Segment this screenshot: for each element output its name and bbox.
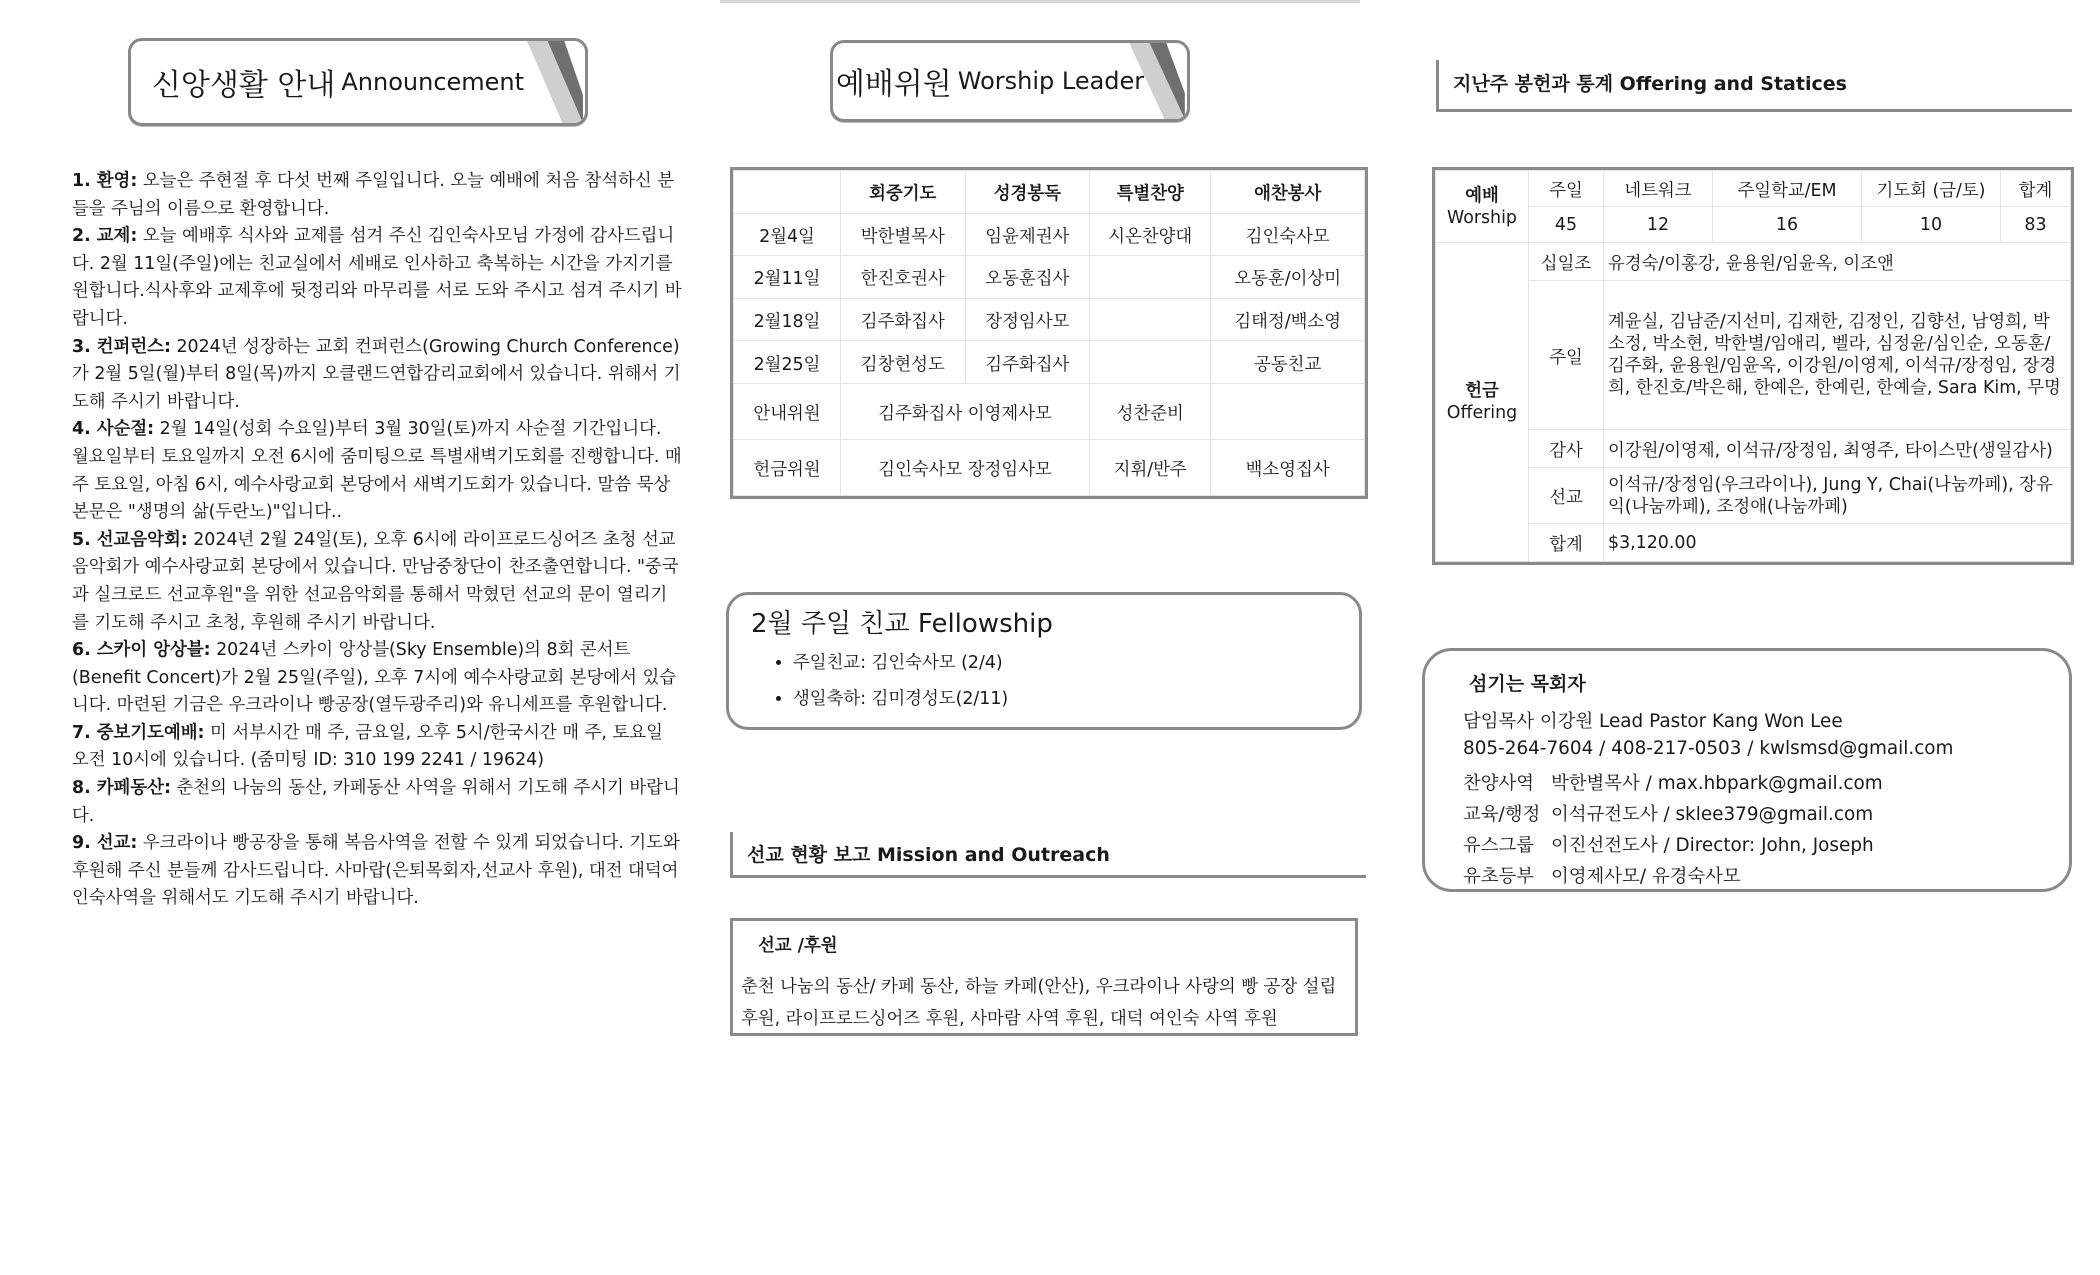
worship-label-ko: 예배 (1465, 185, 1499, 206)
announcement-heading (128, 38, 588, 126)
announcement-item-text: 2월 14일(성회 수요일)부터 3월 30일(토)까지 사순절 기간입니다. 월요일부터 토요일까지 오전 6시에 줌미팅으로 특별새벽기도회를 진행합니다. 매주 토요일, 아침 6시, 예수사랑교회 본당에서 새벽기도회가 있습니다. 말씀 묵상 본문은 "생명의 삶(두란노)"입니다.. (72, 419, 682, 523)
worship-label-cell (1436, 171, 1529, 243)
table-cell (1090, 256, 1211, 299)
table-header: 성경봉독 (965, 171, 1090, 214)
table-header-row (734, 171, 1365, 214)
table-row (1436, 171, 2071, 207)
top-divider (720, 0, 1360, 3)
table-header-blank (734, 171, 841, 214)
table-cell: 임윤제권사 (965, 213, 1090, 256)
announcement-item-label: 7. 중보기도예배: (72, 722, 205, 743)
table-cell: 45 (1529, 207, 1604, 243)
table-cell: 백소영집사 (1211, 440, 1365, 496)
pastors-contact: 805-264-7604 / 408-217-0503 / kwlsmsd@gmail.com (1463, 738, 1954, 759)
table-cell: 이석규/장정임(우크라이나), Jung Y, Chai(나눔까페), 장유익(나눔까페), 조정애(나눔까페) (1604, 468, 2071, 524)
table-cell: 12 (1604, 207, 1713, 243)
table-cell: 김태정/백소영 (1211, 298, 1365, 341)
announcement-item-text: 우크라이나 빵공장을 통해 복음사역을 전할 수 있게 되었습니다. 기도와 후원해 주신 분들께 감사드립니다. 사마랍(은퇴목회자,선교사 후원), 대전 대덕여인숙사역을 위해서도 기도해 주시기 바랍니다. (72, 833, 680, 909)
table-header: 합계 (2001, 171, 2071, 207)
table-cell: 시온찬양대 (1090, 213, 1211, 256)
table-cell: $3,120.00 (1604, 524, 2071, 562)
mission-box-title: 선교 /후원 (758, 936, 838, 956)
announcement-item-label: 5. 선교음악회: (72, 529, 188, 550)
pastor-detail: 이석규전도사 / sklee379@gmail.com (1551, 804, 1874, 825)
worship-label-en: Worship (1447, 207, 1517, 228)
pastor-role: 유초등부 (1463, 866, 1535, 887)
announcement-item-label: 1. 환영: (72, 171, 138, 191)
list-item: • 주일친교: 김인숙사모 (2/4) (793, 645, 1008, 681)
table-cell: 지휘/반주 (1090, 440, 1211, 496)
pastor-detail: 박한별목사 / max.hbpark@gmail.com (1551, 773, 1883, 794)
pastors-lead: 담임목사 이강원 Lead Pastor Kang Won Lee (1463, 711, 1843, 732)
announcement-item (72, 334, 682, 417)
mission-box (730, 918, 1358, 1036)
table-row (734, 213, 1365, 256)
pastor-role: 유스그룹 (1463, 835, 1535, 856)
table-cell (1090, 341, 1211, 384)
pastor-row (1463, 800, 1873, 826)
table-cell (1090, 298, 1211, 341)
row-label: 2월11일 (734, 256, 841, 299)
table-cell: 김인숙사모 (1211, 213, 1365, 256)
row-label: 주일 (1529, 281, 1604, 430)
table-row (734, 298, 1365, 341)
giving-label-ko: 헌금 (1465, 381, 1499, 401)
table-cell: 16 (1713, 207, 1862, 243)
announcement-item-text: 춘천의 나눔의 동산, 카페동산 사역을 위해서 기도해 주시기 바랍니다. (72, 778, 680, 826)
table-row (1436, 207, 2071, 243)
table-cell: 김인숙사모 장정임사모 (841, 440, 1090, 496)
page-fold-icon (525, 41, 585, 123)
announcement-item (72, 720, 682, 775)
announcement-item (72, 830, 682, 913)
announcement-item-text: 오늘 예배후 식사와 교제를 섬겨 주신 김인숙사모님 가정에 감사드립니다. 2월 11일(주일)에는 친교실에서 세배로 인사하고 축복하는 시간을 가지기를 원합니다.식사후와 교제후에 뒷정리와 마무리를 서로 도와 주시고 섬겨 주시기 바랍니다. (72, 226, 682, 329)
fellowship-box (726, 592, 1362, 730)
announcement-item-text: 오늘은 주현절 후 다섯 번째 주일입니다. 오늘 예배에 처음 참석하신 분들을 주님의 이름으로 환영합니다. (72, 171, 675, 219)
table-cell (1211, 384, 1365, 440)
table-row (734, 384, 1365, 440)
table-header: 주일 (1529, 171, 1604, 207)
table-cell: 계윤실, 김남준/지선미, 김재한, 김정인, 김향선, 남영희, 박소정, 박소현, 박한별/임애리, 벨라, 심정윤/심인순, 오동훈/김주화, 윤용원/임윤옥, 이강원/이영제, 이석규/장정임, 장경희, 한진호/박은해, 한예은, 한예린, 한예슬, Sara Kim, 무명 (1604, 281, 2071, 430)
giving-label-en: Offering (1446, 403, 1518, 423)
table-cell: 공동친교 (1211, 341, 1365, 384)
row-label: 안내위원 (734, 384, 841, 440)
announcement-item-label: 3. 컨퍼런스: (72, 336, 171, 357)
giving-label-cell (1436, 243, 1529, 562)
table-row (1436, 430, 2071, 468)
announcement-item (72, 527, 682, 637)
table-header: 애찬봉사 (1211, 171, 1365, 214)
list-item: • 생일축하: 김미경성도(2/11) (793, 681, 1008, 717)
announcement-item-label: 2. 교제: (72, 226, 138, 247)
table-cell: 박한별목사 (841, 213, 966, 256)
pastors-box (1422, 648, 2072, 892)
table-cell: 한진호권사 (841, 256, 966, 299)
table-cell: 오동훈집사 (965, 256, 1090, 299)
table-cell: 김주화집사 (965, 341, 1090, 384)
table-cell: 김주화집사 이영제사모 (841, 384, 1090, 440)
row-label: 십일조 (1529, 243, 1604, 281)
worship-title-ko: 예배위원 (835, 67, 952, 102)
offering-section-title: 지난주 봉헌과 통계 Offering and Statices (1436, 60, 2072, 112)
table-cell: 83 (2001, 207, 2071, 243)
announcement-item-text: 2024년 2월 24일(토), 오후 6시에 라이프로드싱어즈 초청 선교음악회가 예수사랑교회 본당에서 있습니다. 만남중창단이 찬조출연합니다. "중국과 실크로드 선교후원"을 위한 선교음악회를 통해서 막혔던 선교의 문이 열리기를 기도해 주시고 초청, 후원해 주시기 바랍니다. (72, 529, 679, 633)
row-label: 2월18일 (734, 298, 841, 341)
table-row (734, 341, 1365, 384)
announcement-item (72, 775, 682, 830)
table-cell: 김주화집사 (841, 298, 966, 341)
row-label: 감사 (1529, 430, 1604, 468)
table-header: 특별찬양 (1090, 171, 1211, 214)
worship-heading (830, 40, 1190, 122)
page-fold-icon (1127, 43, 1187, 119)
table-row (734, 256, 1365, 299)
worship-table (730, 167, 1368, 499)
mission-box-body: 춘천 나눔의 동산/ 카페 동산, 하늘 카페(안산), 우크라이나 사랑의 빵 공장 설립 후원, 라이프로드싱어즈 후원, 사마람 사역 후원, 대덕 여인숙 사역 후원 (741, 977, 1337, 1029)
announcement-item-text: 2024년 성장하는 교회 컨퍼런스(Growing Church Conference)가 2월 5일(월)부터 8일(목)까지 오클랜드연합감리교회에서 있습니다. 위해서 기도해 주시기 바랍니다. (72, 336, 681, 412)
table-row (1436, 468, 2071, 524)
table-cell: 이강원/이영제, 이석규/장정임, 최영주, 타이스만(생일감사) (1604, 430, 2071, 468)
announcement-item-label: 8. 카페동산: (72, 778, 171, 799)
announcement-title-en: Announcement (341, 68, 525, 96)
pastor-row (1463, 862, 1741, 888)
pastor-detail: 이영제사모/ 유경숙사모 (1551, 866, 1741, 887)
table-header: 주일학교/EM (1713, 171, 1862, 207)
row-label: 합계 (1529, 524, 1604, 562)
announcement-list (72, 168, 682, 913)
pastor-role: 교육/행정 (1463, 804, 1541, 825)
pastor-detail: 이진선전도사 / Director: John, Joseph (1551, 835, 1874, 856)
announcement-item (72, 223, 682, 333)
table-cell: 유경숙/이홍강, 윤용원/임윤옥, 이조앤 (1604, 243, 2071, 281)
pastor-row (1463, 769, 1883, 795)
table-row (1436, 524, 2071, 562)
table-cell: 김창현성도 (841, 341, 966, 384)
announcement-item (72, 416, 682, 526)
table-row (1436, 243, 2071, 281)
table-header: 네트워크 (1604, 171, 1713, 207)
fellowship-title: 2월 주일 친교 Fellowship (751, 609, 1053, 639)
table-header: 회중기도 (841, 171, 966, 214)
table-header: 기도회 (금/토) (1862, 171, 2001, 207)
table-cell: 성찬준비 (1090, 384, 1211, 440)
offering-table (1432, 167, 2074, 565)
announcement-item-text: 2024년 스카이 앙상블(Sky Ensemble)의 8회 콘서트(Benefit Concert)가 2월 25일(주일), 오후 7시에 예수사랑교회 본당에서 있습니다. 마련된 기금은 우크라이나 빵공장(열두광주리)와 유니세프를 후원합니다. (72, 640, 677, 716)
announcement-item-label: 6. 스카이 앙상블: (72, 640, 211, 661)
table-row (1436, 281, 2071, 430)
announcement-title-ko: 신앙생활 안내 (151, 68, 336, 103)
table-cell: 장정임사모 (965, 298, 1090, 341)
announcement-item-label: 4. 사순절: (72, 419, 155, 440)
announcement-item-label: 9. 선교: (72, 833, 138, 854)
mission-section-title: 선교 현황 보고 Mission and Outreach (730, 832, 1366, 878)
table-cell: 10 (1862, 207, 2001, 243)
pastor-row (1463, 831, 1874, 857)
row-label: 2월4일 (734, 213, 841, 256)
table-row (734, 440, 1365, 496)
announcement-item (72, 637, 682, 720)
fellowship-list (773, 645, 1008, 717)
row-label: 헌금위원 (734, 440, 841, 496)
row-label: 선교 (1529, 468, 1604, 524)
row-label: 2월25일 (734, 341, 841, 384)
pastor-role: 찬양사역 (1463, 773, 1535, 794)
announcement-item-text: 미 서부시간 매 주, 금요일, 오후 5시/한국시간 매 주, 토요일 오전 10시에 있습니다. (줌미팅 ID: 310 199 2241 / 19624) (72, 722, 663, 771)
worship-title-en: Worship Leader (957, 67, 1145, 95)
announcement-item (72, 168, 682, 223)
table-cell: 오동훈/이상미 (1211, 256, 1365, 299)
pastors-title: 섬기는 목회자 (1469, 673, 1586, 695)
